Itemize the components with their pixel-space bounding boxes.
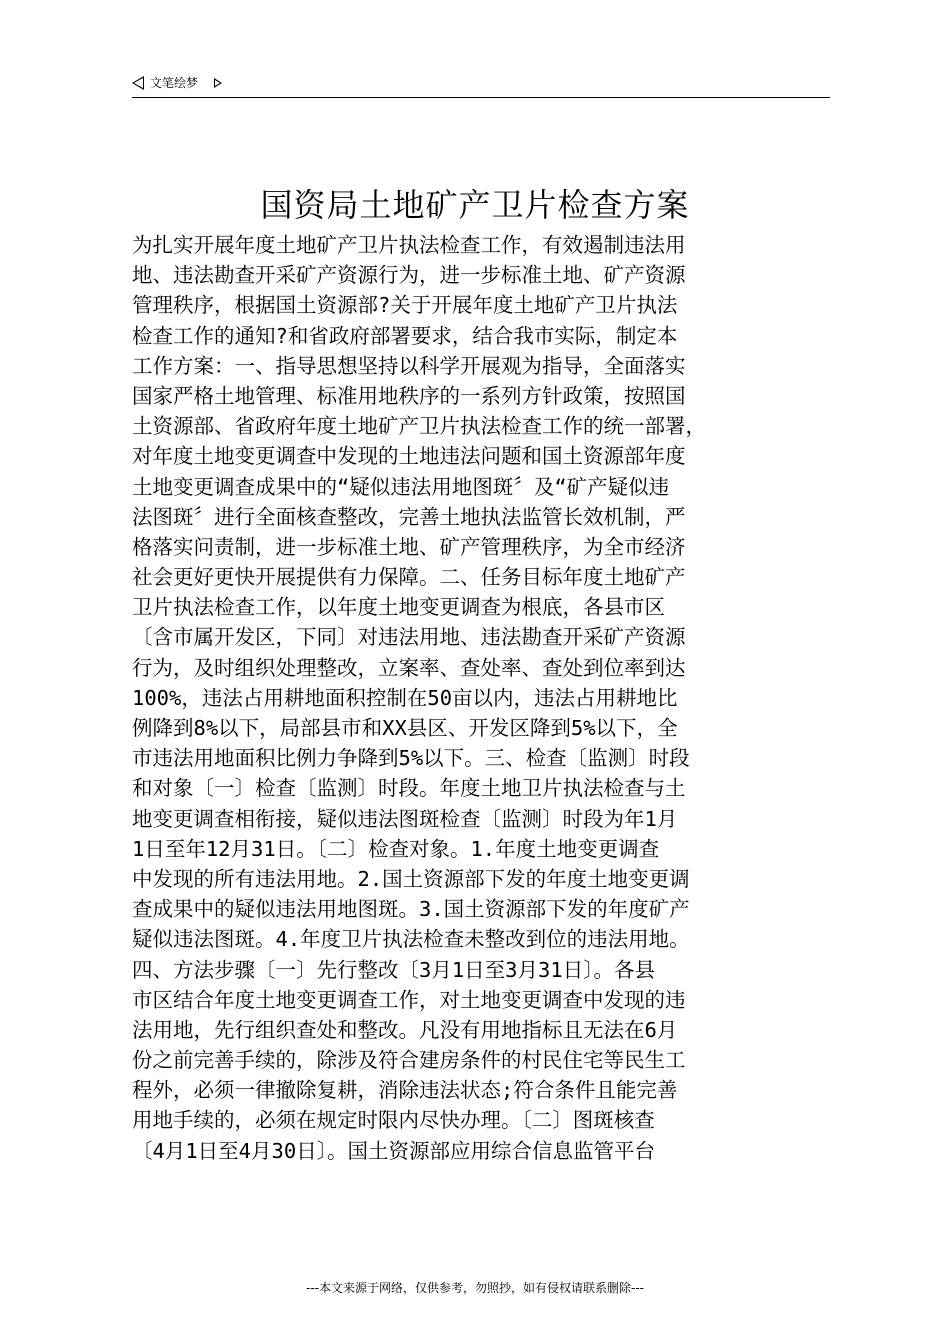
- triangle-left-icon: [132, 76, 144, 90]
- body-line: 查成果中的疑似违法用地图斑。3.国土资源部下发的年度矿产: [132, 897, 690, 922]
- body-line: 格落实问责制，进一步标准土地、矿产管理秩序，为全市经济: [132, 534, 686, 559]
- header-brand: [132, 74, 222, 91]
- body-line: 法图斑〞进行全面核查整改，完善土地执法监管长效机制，严: [132, 504, 686, 529]
- body-line: 地、违法勘查开采矿产资源行为，进一步标准土地、矿产资源: [132, 263, 686, 288]
- body-line: 管理秩序，根据国土资源部?关于开展年度土地矿产卫片执法: [132, 293, 678, 318]
- body-line: 〔含市属开发区，下同〕对违法用地、违法勘查开采矿产资源: [132, 625, 686, 650]
- body-line: 法用地，先行组织查处和整改。凡没有用地指标且无法在6月: [132, 1017, 678, 1042]
- body-line: 例降到8%以下，局部县市和XX县区、开发区降到5%以下，全: [132, 716, 678, 740]
- header-divider: [132, 97, 830, 98]
- body-line: 中发现的所有违法用地。2.国土资源部下发的年度土地变更调: [132, 866, 690, 891]
- body-line: 用地手续的，必须在规定时限内尽快办理。〔二〕图斑核查: [132, 1108, 655, 1133]
- body-line: 100%，违法占用耕地面积控制在50亩以内，违法占用耕地比: [132, 685, 678, 710]
- body-line: 土地变更调查成果中的“疑似违法用地图斑〞及“矿产疑似违: [132, 474, 670, 499]
- triangle-right-icon: [214, 78, 222, 88]
- brand-label: 文笔绘梦: [150, 76, 199, 90]
- body-line: 为扎实开展年度土地矿产卫片执法检查工作，有效遏制违法用: [132, 233, 686, 257]
- body-line: 卫片执法检查工作，以年度土地变更调查为根底，各县市区: [132, 595, 665, 620]
- document-title: 国资局土地矿产卫片检查方案: [260, 186, 690, 224]
- body-line: 〔4月1日至4月30日〕。国土资源部应用综合信息监管平台: [132, 1138, 655, 1163]
- body-line: 工作方案：一、指导思想坚持以科学开展观为指导，全面落实: [132, 353, 686, 378]
- body-line: 程外，必须一律撤除复耕，消除违法状态;符合条件且能完善: [132, 1078, 678, 1103]
- footer-notice: ---本文来源于网络，仅供参考，勿照抄，如有侵权请联系删除---: [306, 1281, 644, 1295]
- body-line: 对年度土地变更调查中发现的土地违法问题和国土资源部年度: [132, 444, 686, 469]
- body-line: 四、方法步骤〔一〕先行整改〔3月1日至3月31日〕。各县: [132, 957, 655, 982]
- body-line: 市违法用地面积比例力争降到5%以下。三、检查〔监测〕时段: [132, 746, 690, 771]
- body-line: 地变更调查相衔接，疑似违法图斑检查〔监测〕时段为年1月: [132, 806, 678, 831]
- document-body: [132, 230, 852, 1166]
- body-line: 1日至年12月31日。〔二〕检查对象。1.年度土地变更调查: [132, 836, 660, 861]
- body-line: 疑似违法图斑。4.年度卫片执法检查未整改到位的违法用地。: [132, 927, 690, 952]
- body-line: 份之前完善手续的，除涉及符合建房条件的村民住宅等民生工: [132, 1048, 686, 1073]
- body-line: 土资源部、省政府年度土地矿产卫片执法检查工作的统一部署，: [132, 414, 706, 439]
- body-line: 和对象〔一〕检查〔监测〕时段。年度土地卫片执法检查与土: [132, 776, 686, 801]
- body-line: 国家严格土地管理、标准用地秩序的一系列方针政策，按照国: [132, 383, 686, 408]
- body-line: 社会更好更快开展提供有力保障。二、任务目标年度土地矿产: [132, 565, 686, 590]
- body-line: 行为，及时组织处理整改，立案率、查处率、查处到位率到达: [132, 655, 686, 680]
- body-line: 检查工作的通知?和省政府部署要求，结合我市实际，制定本: [132, 323, 678, 348]
- body-line: 市区结合年度土地变更调查工作，对土地变更调查中发现的违: [132, 987, 686, 1012]
